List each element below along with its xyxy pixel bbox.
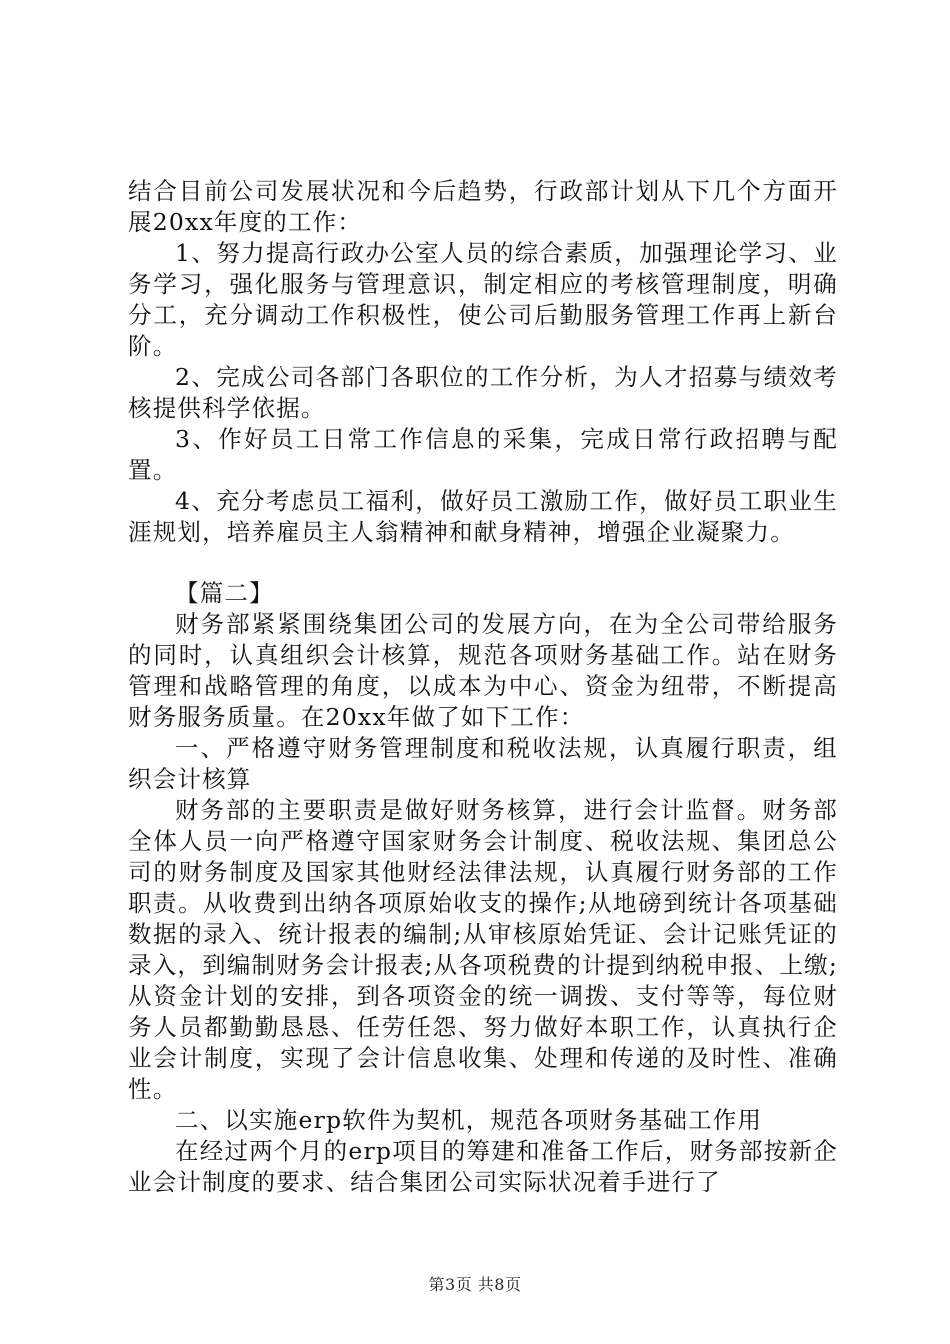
page-number: 第3页 共8页 [428, 1275, 522, 1294]
section-spacer [128, 548, 838, 578]
list-item: 3、作好员工日常工作信息的采集，完成日常行政招聘与配置。 [128, 425, 838, 484]
list-item: 4、充分考虑员工福利，做好员工激励工作，做好员工职业生涯规划，培养雇员主人翁精神和献身精神，增强企业凝聚力。 [128, 487, 838, 546]
document-body [128, 176, 838, 1198]
list-item: 1、努力提高行政办公室人员的综合素质，加强理论学习、业务学习，强化服务与管理意识，制定相应的考核管理制度，明确分工，充分调动工作积极性，使公司后勤服务管理工作再上新台阶。 [128, 239, 838, 360]
section-title: 【篇二】 [175, 579, 274, 607]
paragraph-body: 财务部的主要职责是做好财务核算，进行会计监督。财务部全体人员一向严格遵守国家财务会计制度、税收法规、集团总公司的财务制度及国家其他财经法律法规，认真履行财务部的工作职责。从收费到出纳各项原始收支的操作;从地磅到统计各项基础数据的录入、统计报表的编制;从审核原始凭证、会计记账凭证的录入，到编制财务会计报表;从各项税费的计提到纳税申报、上缴;从资金计划的安排，到各项资金的统一调拨、支付等等，每位财务人员都勤勤恳恳、任劳任怨、努力做好本职工作，认真执行企业会计制度，实现了会计信息收集、处理和传递的及时性、准确性。 [128, 796, 838, 1103]
section-heading: 一、严格遵守财务管理制度和税收法规，认真履行职责，组织会计核算 [128, 734, 838, 793]
list-item: 2、完成公司各部门各职位的工作分析，为人才招募与绩效考核提供科学依据。 [128, 363, 838, 422]
section-heading: 二、以实施erp软件为契机，规范各项财务基础工作用 [175, 1106, 763, 1134]
paragraph-body: 在经过两个月的erp项目的筹建和准备工作后，财务部按新企业会计制度的要求、结合集团公司实际状况着手进行了 [128, 1137, 838, 1196]
paragraph-intro: 财务部紧紧围绕集团公司的发展方向，在为全公司带给服务的同时，认真组织会计核算，规范各项财务基础工作。站在财务管理和战略管理的角度，以成本为中心、资金为纽带，不断提高财务服务质量。在20xx年做了如下工作： [128, 610, 838, 731]
paragraph-intro: 结合目前公司发展状况和今后趋势，行政部计划从下几个方面开展20xx年度的工作： [128, 177, 838, 236]
